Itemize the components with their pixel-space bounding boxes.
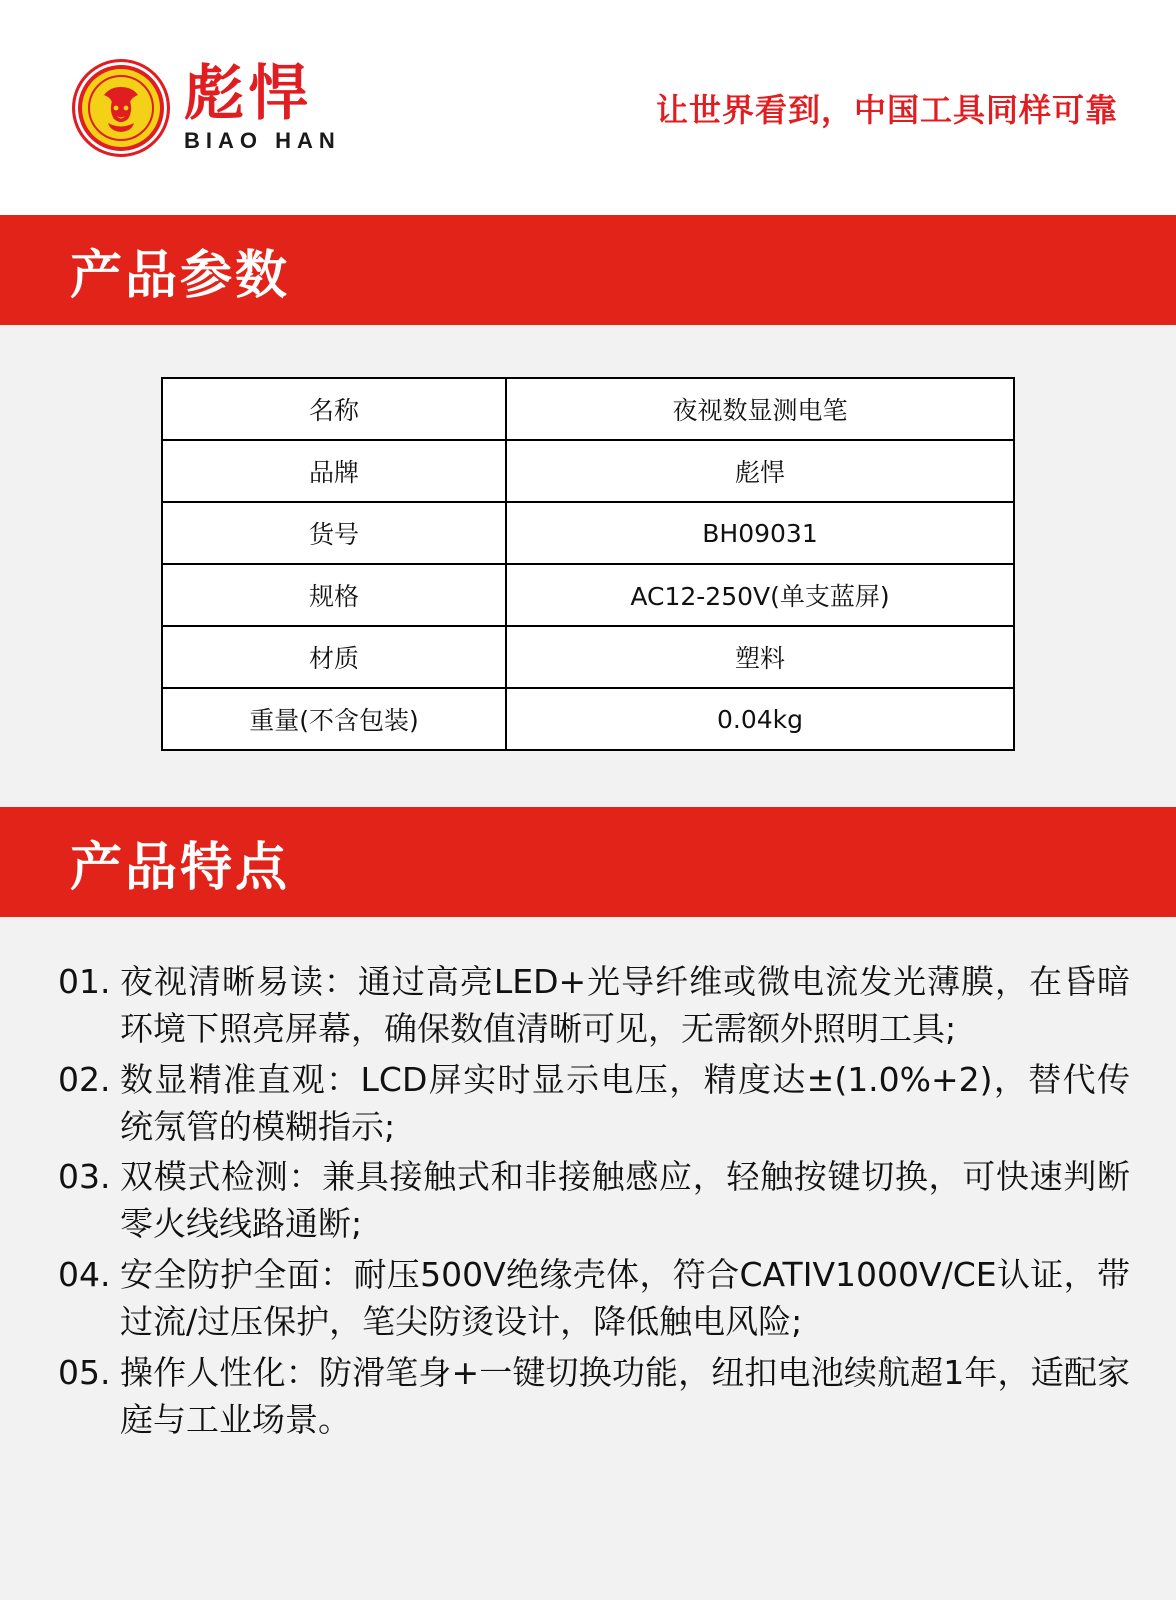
feature-text: 安全防护全面：耐压500V绝缘壳体，符合CATIV1000V/CE认证，带过流/过压保护，笔尖防烫设计，降低触电风险; bbox=[120, 1255, 1130, 1342]
list-item bbox=[58, 1154, 1130, 1248]
features-list bbox=[0, 917, 1176, 1518]
brand-name-cn: 彪悍 bbox=[184, 58, 312, 129]
section-title-parameters: 产品参数 bbox=[70, 245, 291, 306]
section-title-features: 产品特点 bbox=[70, 837, 291, 898]
spec-value: 夜视数显测电笔 bbox=[506, 378, 1014, 440]
feature-number: 02. bbox=[58, 1059, 111, 1099]
spec-value: BH09031 bbox=[506, 502, 1014, 564]
feature-text: 夜视清晰易读：通过高亮LED+光导纤维或微电流发光薄膜，在昏暗环境下照亮屏幕，确保数值清晰可见，无需额外照明工具; bbox=[120, 962, 1130, 1048]
feature-text: 操作人性化：防滑笔身+一键切换功能，纽扣电池续航超1年，适配家庭与工业场景。 bbox=[120, 1352, 1130, 1439]
spec-value: 0.04kg bbox=[506, 688, 1014, 750]
feature-number: 03. bbox=[58, 1157, 111, 1197]
bull-head-logo-icon bbox=[72, 59, 170, 157]
section-header-features bbox=[0, 807, 1176, 917]
list-item bbox=[58, 1350, 1130, 1444]
feature-number: 05. bbox=[58, 1352, 111, 1392]
spec-key: 材质 bbox=[162, 626, 506, 688]
table-row bbox=[162, 626, 1014, 688]
spec-key: 货号 bbox=[162, 502, 506, 564]
list-item bbox=[58, 1057, 1130, 1151]
spec-table bbox=[161, 377, 1015, 751]
feature-text: 双模式检测：兼具接触式和非接触感应，轻触按键切换，可快速判断零火线线路通断; bbox=[120, 1157, 1130, 1244]
list-item bbox=[58, 959, 1130, 1053]
feature-number: 01. bbox=[58, 962, 111, 1001]
list-item bbox=[58, 1252, 1130, 1346]
table-row bbox=[162, 688, 1014, 750]
section-header-parameters bbox=[0, 215, 1176, 325]
spec-key: 规格 bbox=[162, 564, 506, 626]
table-row bbox=[162, 440, 1014, 502]
spec-value: 彪悍 bbox=[506, 440, 1014, 502]
page-header bbox=[0, 0, 1176, 215]
feature-number: 04. bbox=[58, 1255, 111, 1295]
spec-key: 品牌 bbox=[162, 440, 506, 502]
spec-table-container bbox=[0, 325, 1176, 807]
table-row bbox=[162, 564, 1014, 626]
brand-name-en: BIAO HAN bbox=[184, 127, 341, 153]
table-row bbox=[162, 378, 1014, 440]
brand-logo bbox=[72, 59, 341, 157]
spec-key: 名称 bbox=[162, 378, 506, 440]
table-row bbox=[162, 502, 1014, 564]
header-slogan: 让世界看到，中国工具同样可靠 bbox=[655, 90, 1118, 129]
brand-text bbox=[184, 58, 341, 153]
spec-key: 重量(不含包装) bbox=[162, 688, 506, 750]
spec-value: AC12-250V(单支蓝屏) bbox=[506, 564, 1014, 626]
feature-text: 数显精准直观：LCD屏实时显示电压，精度达±(1.0%+2)，替代传统氖管的模糊指示; bbox=[120, 1059, 1130, 1146]
spec-value: 塑料 bbox=[506, 626, 1014, 688]
